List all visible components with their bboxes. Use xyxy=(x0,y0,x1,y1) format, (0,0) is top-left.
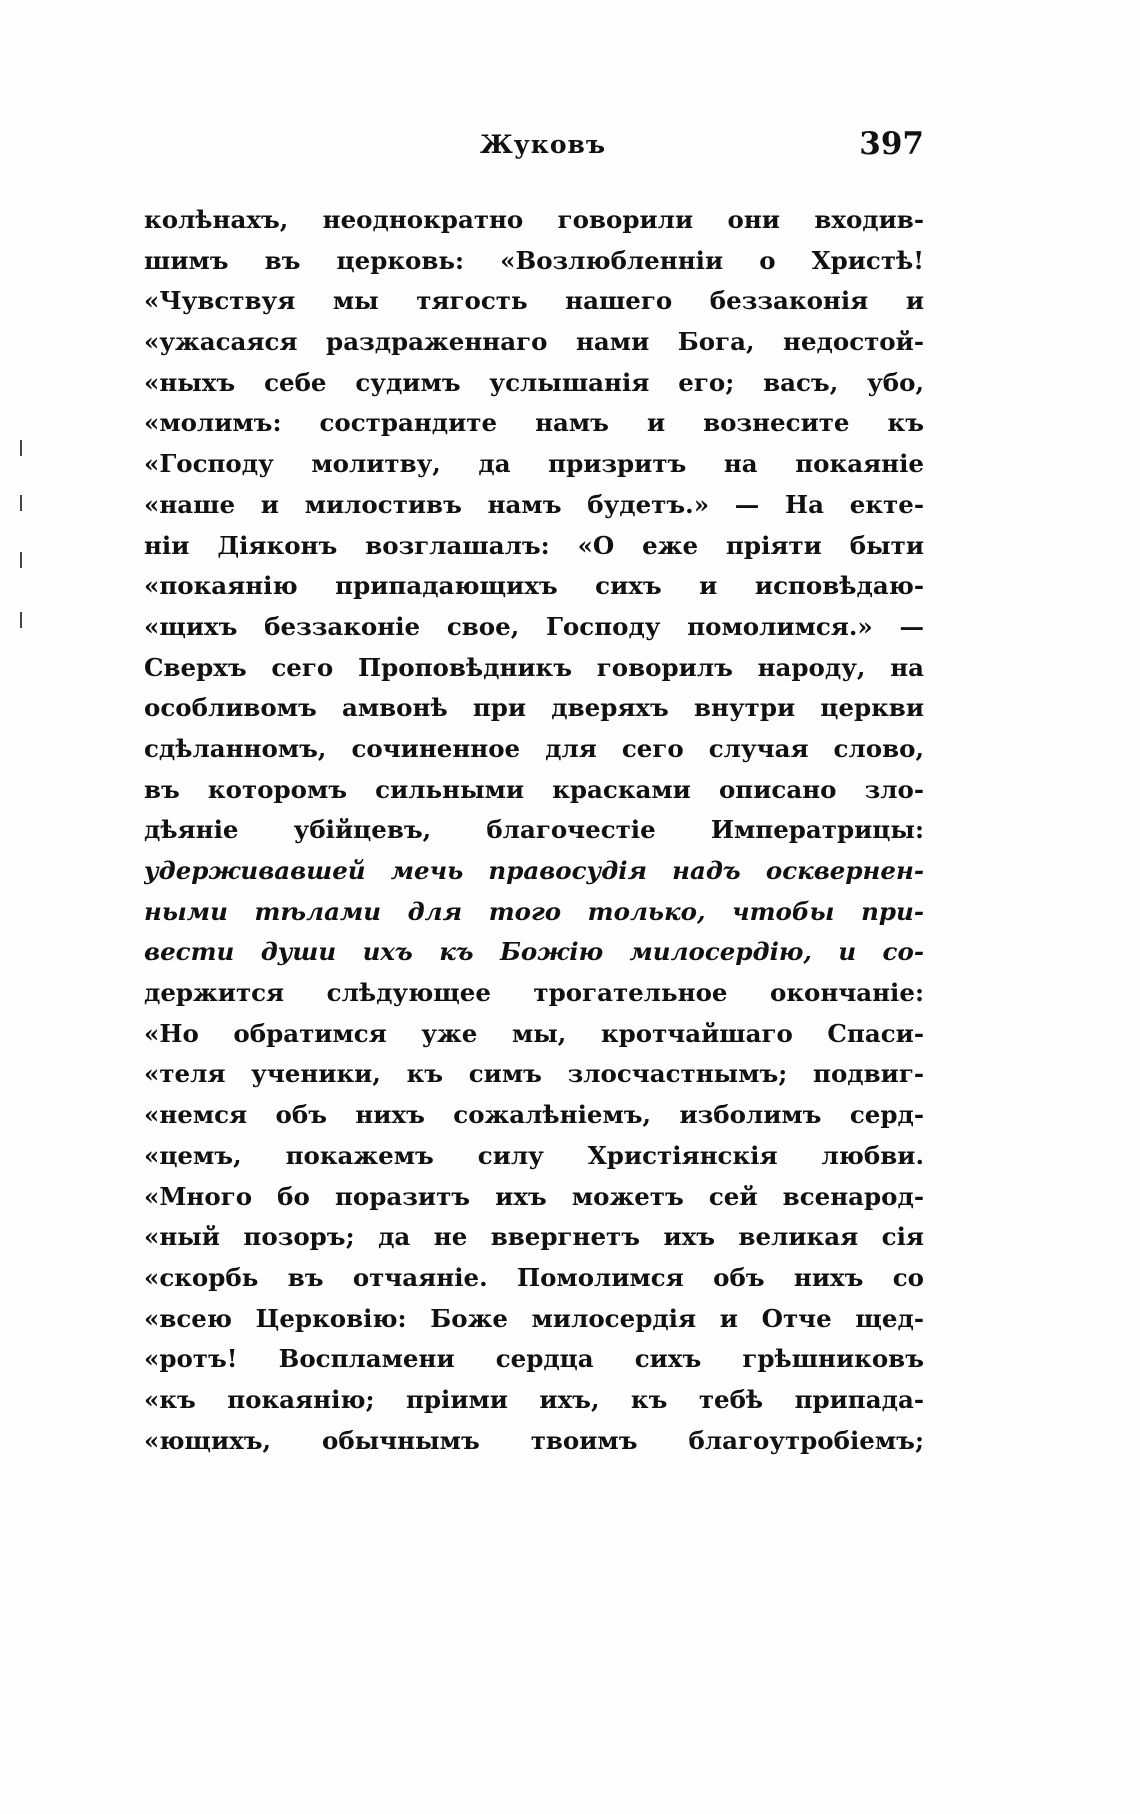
text-line: особливомъ амвонѣ при дверяхъ внутри церкви xyxy=(144,693,924,723)
text-line: «ужасаяся раздраженнаго нами Бога, недостой- xyxy=(144,327,924,357)
margin-mark xyxy=(20,495,22,511)
text-line: ніи Діяконъ возглашалъ: «О еже пріяти быти xyxy=(144,530,924,560)
text-line: «теля ученики, къ симъ злосчастнымъ; подвиг- xyxy=(144,1059,924,1089)
text-line: сдѣланномъ, сочиненное для сего случая слово, xyxy=(144,733,924,763)
running-head: Жуковъ xyxy=(480,130,607,159)
text-line: «ющихъ, обычнымъ твоимъ благоутробіемъ; xyxy=(144,1425,924,1455)
text-line: вести души ихъ къ Божію милосердію, и со- xyxy=(144,937,924,967)
text-line: «къ покаянію; пріими ихъ, къ тебѣ припада- xyxy=(144,1384,924,1414)
text-line: «щихъ беззаконіе свое, Господу помолимся.» — xyxy=(144,611,924,641)
text-line: «скорбь въ отчаяніе. Помолимся объ нихъ со xyxy=(144,1262,924,1292)
text-line: колѣнахъ, неоднократно говорили они входив- xyxy=(144,205,924,234)
text-line: «ныхъ себе судимъ услышанія его; васъ, убо, xyxy=(144,367,924,397)
text-line: «всею Церковію: Боже милосердія и Отче щед- xyxy=(144,1303,924,1333)
text-line: «Господу молитву, да призритъ на покаяніе xyxy=(144,449,924,479)
text-line: шимъ въ церковь: «Возлюбленніи о Христѣ! xyxy=(144,245,924,275)
text-line: «немся объ нихъ сожалѣніемъ, изболимъ серд- xyxy=(144,1100,924,1130)
text-line: «цемъ, покажемъ силу Христіянскія любви. xyxy=(144,1140,924,1170)
text-line: держится слѣдующее трогательное окончаніе: xyxy=(144,978,924,1008)
margin-marks xyxy=(20,440,24,680)
text-line: дѣяніе убійцевъ, благочестіе Императрицы: xyxy=(144,815,924,845)
text-line: «Но обратимся уже мы, кротчайшаго Спаси- xyxy=(144,1018,924,1048)
text-line: «молимъ: сострандите намъ и вознесите къ xyxy=(144,408,924,438)
margin-mark xyxy=(20,552,22,568)
body-text xyxy=(144,200,924,1461)
margin-mark xyxy=(20,612,22,628)
text-line: Сверхъ сего Проповѣдникъ говорилъ народу, на xyxy=(144,652,924,682)
text-line: удерживавшей мечь правосудія надъ осквернен- xyxy=(144,856,924,885)
text-line: въ которомъ сильными красками описано зло- xyxy=(144,774,924,804)
text-line: «покаянію припадающихъ сихъ и исповѣдаю- xyxy=(144,571,924,601)
page-header xyxy=(144,126,924,170)
text-line: ными тѣлами для того только, чтобы при- xyxy=(144,896,924,926)
margin-mark xyxy=(20,440,22,456)
page-number: 397 xyxy=(859,126,924,162)
text-line: «ный позоръ; да не ввергнетъ ихъ великая сія xyxy=(144,1222,924,1252)
text-line: «ротъ! Воспламени сердца сихъ грѣшниковъ xyxy=(144,1344,924,1374)
text-line: «наше и милостивъ намъ будетъ.» — На екте- xyxy=(144,489,924,519)
text-line: «Чувствуя мы тягость нашего беззаконія и xyxy=(144,286,924,316)
text-line: «Много бо поразитъ ихъ можетъ сей всенарод- xyxy=(144,1181,924,1211)
